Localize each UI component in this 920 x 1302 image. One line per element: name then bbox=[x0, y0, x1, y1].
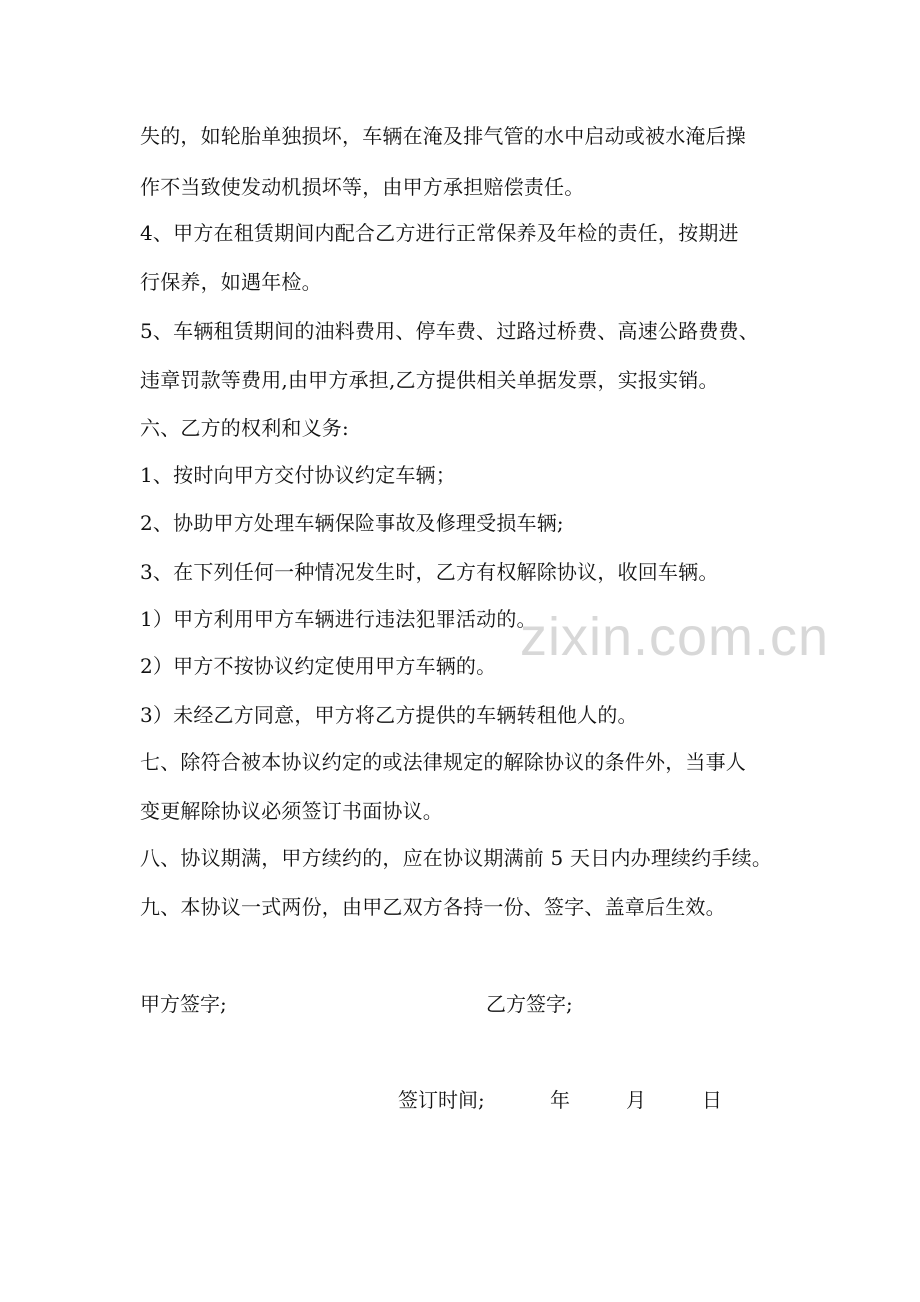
paragraph-line: 3）未经乙方同意，甲方将乙方提供的车辆转租他人的。 bbox=[140, 703, 638, 727]
paragraph-line: 九、本协议一式两份，由甲乙双方各持一份、签字、盖章后生效。 bbox=[140, 895, 726, 919]
paragraph-line: 八、协议期满，甲方续约的，应在协议期满前 5 天日内办理续约手续。 bbox=[140, 846, 773, 870]
watermark: zixin.com.cn bbox=[520, 607, 830, 667]
sign-date-day: 日 bbox=[702, 1088, 722, 1112]
paragraph-line: 1）甲方利用甲方车辆进行违法犯罪活动的。 bbox=[140, 607, 537, 631]
sign-date-month: 月 bbox=[626, 1088, 646, 1112]
paragraph-line: 行保养，如遇年检。 bbox=[140, 270, 322, 294]
paragraph-line: 4、甲方在租赁期间内配合乙方进行正常保养及年检的责任，按期进 bbox=[140, 221, 739, 245]
sign-date-year: 年 bbox=[550, 1088, 570, 1112]
section-heading: 六、乙方的权利和义务: bbox=[140, 416, 349, 440]
sign-date-label: 签订时间; bbox=[398, 1088, 485, 1112]
paragraph-line: 2）甲方不按协议约定使用甲方车辆的。 bbox=[140, 654, 497, 678]
paragraph-line: 变更解除协议必须签订书面协议。 bbox=[140, 799, 443, 823]
paragraph-line: 1、按时向甲方交付协议约定车辆； bbox=[140, 463, 456, 487]
paragraph-line: 七、除符合被本协议约定的或法律规定的解除协议的条件外，当事人 bbox=[140, 750, 746, 774]
party-b-signature-label: 乙方签字; bbox=[486, 992, 573, 1016]
party-a-signature-label: 甲方签字; bbox=[140, 992, 227, 1016]
paragraph-line: 违章罚款等费用,由甲方承担,乙方提供相关单据发票，实报实销。 bbox=[140, 368, 719, 392]
paragraph-line: 作不当致使发动机损坏等，由甲方承担赔偿责任。 bbox=[140, 175, 585, 199]
paragraph-line: 失的，如轮胎单独损坏，车辆在淹及排气管的水中启动或被水淹后操 bbox=[140, 124, 746, 148]
paragraph-line: 5、车辆租赁期间的油料费用、停车费、过路过桥费、高速公路费费、 bbox=[140, 319, 759, 343]
paragraph-line: 3、在下列任何一种情况发生时，乙方有权解除协议，收回车辆。 bbox=[140, 560, 719, 584]
paragraph-line: 2、协助甲方处理车辆保险事故及修理受损车辆; bbox=[140, 511, 564, 535]
